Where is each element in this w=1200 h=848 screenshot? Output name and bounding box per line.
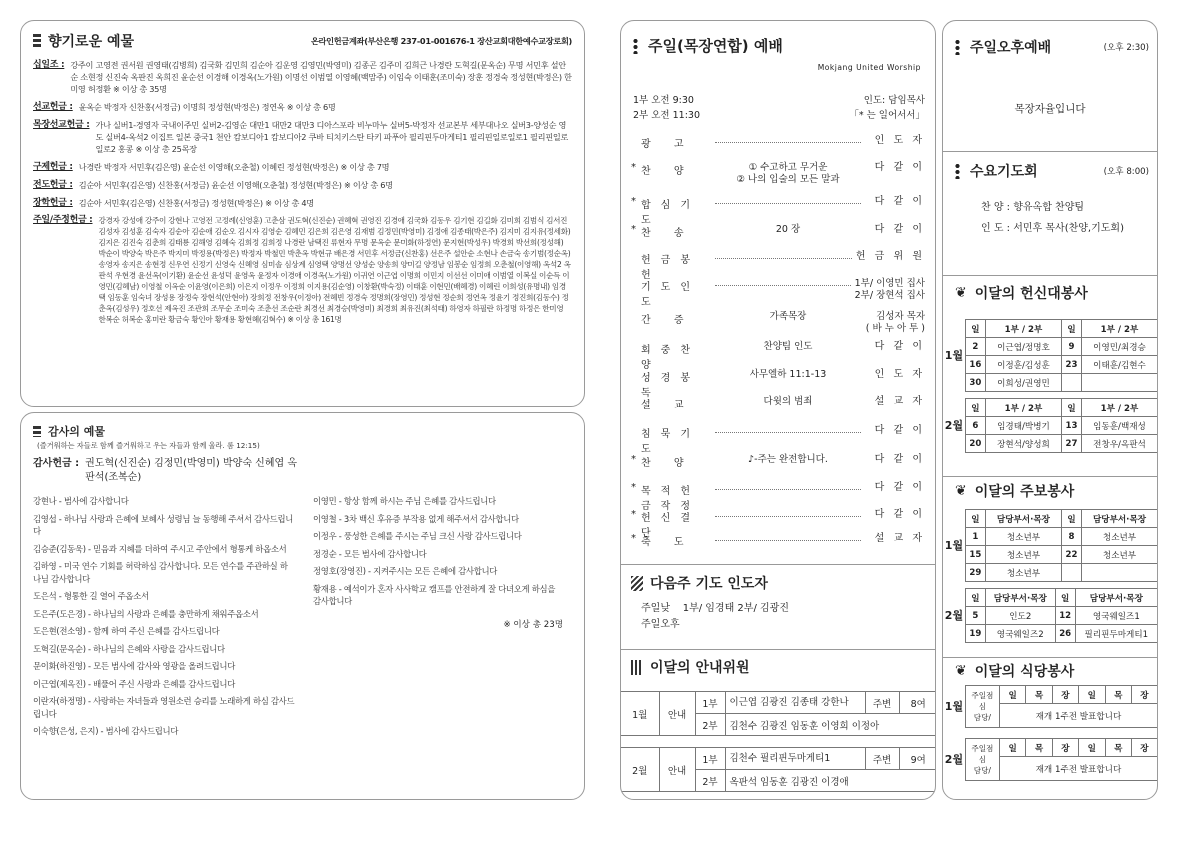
duty-row <box>965 435 1157 453</box>
order-item <box>631 251 925 281</box>
kitchen-month <box>943 685 1157 728</box>
order-item <box>631 454 925 469</box>
order-person: 헌 금 위 원 <box>855 251 925 262</box>
ushers-icon <box>631 660 643 675</box>
duty-cell: 청소년부 <box>1082 546 1157 564</box>
thanks-item: 이숙향(은성, 은지) - 범사에 감사드립니다 <box>33 726 179 736</box>
duty-cell: 인도2 <box>985 607 1055 625</box>
duty-month <box>943 588 1157 643</box>
order-name: 헌금봉헌 <box>641 255 700 281</box>
usher-cell: 1부 <box>695 748 725 770</box>
duty-cell: 이근엽/정명호 <box>985 338 1061 356</box>
order-item <box>631 224 925 239</box>
kitchen-head-cell: 목 <box>1026 686 1052 704</box>
dotted-leader <box>715 278 851 286</box>
duty-row <box>965 356 1157 374</box>
usher-cell: 9여 <box>899 748 936 770</box>
offering-group-label: 구제헌금 : <box>33 162 73 172</box>
duty-cell: 2 <box>965 338 985 356</box>
order-name: 기도인도 <box>641 282 700 308</box>
usher-cell: 2월 <box>621 748 659 792</box>
order-item <box>631 311 925 335</box>
offering-group <box>33 179 572 191</box>
heart-icon: ❦ <box>955 483 967 499</box>
usher-cell: 2부 <box>695 770 725 792</box>
offering-group <box>33 59 572 95</box>
usher-cell: 1부 <box>695 692 725 714</box>
duty-cell: 청소년부 <box>985 546 1061 564</box>
order-star: * <box>631 196 636 207</box>
usher-cell: 1월 <box>621 692 659 736</box>
dotted-leader <box>715 196 861 204</box>
kitchen-table <box>965 738 1157 781</box>
kitchen-head <box>965 686 1157 704</box>
duty-cell: 전창우/옥판석 <box>1082 435 1157 453</box>
duty-cell: 27 <box>1062 435 1082 453</box>
duty-cell: 청소년부 <box>985 564 1061 582</box>
thanks-panel <box>20 412 585 800</box>
offering-group-text: 강주이 고영전 권서원 권영태(김병희) 김국화 김민희 김순아 김운영 김영민(박영미) 김종곤 김주미 김희근 나경란 도혁길(문옥순) 무명 서민후 설안순 소현정 신진숙 옥판진 옥희진 윤순선 이경해 이경옥(노가원) 이명선 이범열 이영혜(백맘주) 이임숙 이태훈(조미숙) 장훈 정경숙 정성현(박정은) 한미영 허정환 ※ 이상 총 35명 <box>70 60 572 94</box>
offering-group-label: 선교헌금 : <box>33 102 73 112</box>
thanks-item: 이영민 - 항상 함께 하시는 주님 은혜를 감사드립니다 <box>313 496 496 506</box>
hatch-icon <box>631 576 643 591</box>
duty-head-cell: 1부 / 2부 <box>1082 320 1157 338</box>
offering-group-label: 십일조 : <box>33 60 65 70</box>
duty-cell: 6 <box>965 417 985 435</box>
order-item <box>631 162 925 186</box>
duty-head-cell: 일 <box>965 320 985 338</box>
duty-cell: 13 <box>1062 417 1082 435</box>
month-label: 1월 <box>944 699 964 713</box>
kitchen-head-cell: 장 <box>1131 686 1157 704</box>
duty-cell: 22 <box>1062 546 1082 564</box>
kitchen-head-cell: 일 <box>999 686 1025 704</box>
order-star: * <box>631 482 636 493</box>
month-label: 2월 <box>944 418 964 432</box>
order-detail: ① 수고하고 무거운 ② 나의 입술의 모든 말과 <box>736 162 840 185</box>
order-person: 다 같 이 <box>874 509 925 520</box>
order-detail: 사무엘하 11:1-13 <box>749 369 827 380</box>
usher-cell: 8여 <box>899 692 936 714</box>
dotted-leader <box>715 482 861 490</box>
usher-cell: 이근엽 김광진 김종태 강한나 <box>725 692 865 714</box>
usher-gap <box>621 736 936 748</box>
offering-group-text: 윤옥순 박정자 신찬홍(서정금) 이명희 정성현(박정은) 정연옥 ※ 이상 총 6명 <box>78 102 336 112</box>
thanks-item: 김영섭 - 하나님 사랑과 은혜에 보혜사 성령님 늘 동행해 주셔서 감사드립니다 <box>33 513 294 536</box>
usher-cell: 안내 <box>659 692 695 736</box>
duty-cell: 이정훈/김성훈 <box>985 356 1061 374</box>
dots-icon <box>953 39 962 55</box>
duty-cell: 이영민/최경승 <box>1082 338 1157 356</box>
afternoon-text: 목장자율입니다 <box>1014 103 1086 115</box>
offering-group-text: 김순아 서민후(김은영) 신찬홍(서정금) 정성현(박정은) ※ 이상 총 4명 <box>78 198 314 208</box>
duty-cell: 장현석/양성희 <box>985 435 1061 453</box>
order-person: 인 도 자 <box>874 369 925 380</box>
month-label: 2월 <box>944 752 964 766</box>
order-person: 다 같 이 <box>874 162 925 173</box>
duty-cell <box>1082 564 1157 582</box>
duty-cell: 영국웨일즈1 <box>1075 607 1157 625</box>
usher-cell: 김천수 필리핀두마게티1 <box>725 748 865 770</box>
duty-head <box>965 589 1157 607</box>
duty-head-cell: 1부 / 2부 <box>985 320 1061 338</box>
dotted-leader <box>715 509 861 517</box>
duty-table <box>965 319 1157 392</box>
order-star: * <box>631 533 636 544</box>
usher-cell: 주변 <box>865 692 899 714</box>
kitchen-head-cell: 장 <box>1052 739 1078 757</box>
duty-cell: 임동훈/백재성 <box>1082 417 1157 435</box>
offering-group-text: 가나 실버1-경영자 국내이주민 실버2-김영순 대만1 대만2 대만3 디아스포라 비누마누 실버5-박정자 선교본부 세부대나오 실버3-양성순 영도 실버4-옥석2 이집트 일본 중국1 천안 캄보디아1 캄보디아2 쿠바 티치키스탄 타키 파푸아 필리핀두마게티1 필리핀일로일로1 필리핀일로일로2 홍콩 ※ 이상 총 25목장 <box>95 120 569 154</box>
kitchen-text: 재개 1주전 발표합니다 <box>999 704 1157 728</box>
dotted-leader <box>715 251 852 259</box>
duty-table <box>965 398 1157 453</box>
order-star: * <box>631 509 636 520</box>
duty-row <box>965 607 1157 625</box>
order-item <box>631 278 925 308</box>
order-person: 다 같 이 <box>874 482 925 493</box>
order-name: 목적헌금작정 <box>641 486 700 512</box>
duty-head-cell: 1부 / 2부 <box>1082 399 1157 417</box>
usher-row <box>621 692 936 714</box>
wednesday-header: 수요기도회 (오후 8:00) <box>953 161 1149 181</box>
duty-cell <box>1062 564 1082 582</box>
duty-head-cell: 일 <box>965 399 985 417</box>
kitchen-head-cell: 장 <box>1052 686 1078 704</box>
duty-month <box>943 398 1157 453</box>
ushers-title: 이달의 안내위원 <box>631 657 750 677</box>
offering-group <box>33 161 572 173</box>
duty-cell: 필리핀두마게티1 <box>1075 625 1157 643</box>
order-detail: 다윗의 범죄 <box>763 396 813 407</box>
duty-cell: 이태훈/김현수 <box>1082 356 1157 374</box>
kitchen-sub: 주일점심 담당/ <box>965 686 999 728</box>
order-item <box>631 396 925 411</box>
usher-cell: 김천수 김광진 임동훈 이영희 이정아 <box>725 714 936 736</box>
duty-head-cell: 담당부서·목장 <box>985 589 1055 607</box>
duty-cell: 청소년부 <box>985 528 1061 546</box>
order-person: 다 같 이 <box>874 454 925 465</box>
order-detail: 찬양팀 인도 <box>763 341 813 352</box>
usher-row <box>621 748 936 770</box>
thanks-item: 김하영 - 미국 연수 기회를 허락하심 감사합니다. 모든 연수를 주관하실 하나님 감사합니다 <box>33 561 288 584</box>
order-name: 성경봉독 <box>641 373 700 399</box>
next-prayer-lines: 주일낮 1부/ 임경태 2부/ 김광진 주일오후 <box>641 603 789 630</box>
thanks-item: 도은현(전소영) - 함께 하여 주신 은혜를 감사드립니다 <box>33 626 220 636</box>
duty-head-cell: 일 <box>1062 320 1082 338</box>
duty-cell <box>1082 374 1157 392</box>
offering-title: 향기로운 예물 <box>33 31 134 51</box>
order-item <box>631 482 925 512</box>
order-detail: 20 장 <box>775 224 801 235</box>
duty-head-cell: 담당부서·목장 <box>985 510 1061 528</box>
kitchen-head-cell: 장 <box>1131 739 1157 757</box>
order-name: 축 도 <box>641 537 694 548</box>
offering-group <box>33 215 572 325</box>
usher-gap-cell <box>621 736 936 748</box>
offering-group-text: 강경자 강성애 강주이 강현나 고영전 고정례(신영훈) 고춘삼 권도혁(신진순) 권혜혁 권영진 김경애 김국화 김동우 김기현 김길화 김미희 김범식 김서진 김성자 김성훈 김숙자 김순아 김순애 김순오 김시자 김영순 김혜민 김은희 김은영 김재범 김정민(박영미) 김정애 김종태(박은주) 김지미 김지유(정세화) 김지은 김진숙 김춘희 김태룡 김해영 김혜숙 김희정 김희정 나경란 남택진 류현자 무명 문옥순 문미화(하정연) 문지현(박성우) 박경희 박선희(정성해) 박순이 박양숙 박은주 박지미 박정용(박정은) 박정자 박철민 박춘옥 박현규 배은경 서민후 서정금(신찬홍) 선은주 설안순 소현나 손금숙 송기범(정순옥) 송영자 송지은 송현정 신우연 신정기 신영숙 신혜영 심미솔 심상계 심영택 양명선 양성순 양송희 양미길 양정남 임봉순 임정희 오춘철(이영해) 옥석2 옥판석 우현경 윤선옥(이기환) 윤순선 윤성덕 윤영옥 윤정자 이경애 이경옥(노가원) 이귀연 이근엽 이명희 이민지 이선선 이미애 이범열 이복실 이순득 이영민(김혜남) 이영철 이옥순 이윤영(이은희) 이은지 이정우 이정희 이지용(김순영) 이창환(박숙정) 이태훈 이현민(배혜경) 이혜린 이희성(유명내) 임경택 임동훈 임숙녀 장성용 장정숙 장현석(안현아) 장희정 전창우(이정아) 전혜빈 정경숙 정명희(장영민) 정성현 정순희 정연옥 정윤기 정진희(김동수) 정춘옥(김성우) 정호선 제옥진 조관희 조무순 조미숙 조춘선 조순란 최경선 최경승(박영미) 최경희 최유진(최석태) 하영자 하필란 하정명 하정은 한미영 한복순 허복순 홍미란 황금숙 황인아 황재용 황현혜(김혁수) ※ 이상 총 161명 <box>98 216 571 324</box>
order-name: 침묵기도 <box>641 429 700 455</box>
thanks-item: 이란자(하정명) - 사랑하는 자녀들과 영원소런 승리를 노래하게 하심 감사드립니다 <box>33 696 295 719</box>
kitchen-head-cell: 일 <box>1079 739 1105 757</box>
duty-cell: 이희성/권영민 <box>985 374 1061 392</box>
offering-group-label: 목장선교헌금 : <box>33 120 90 130</box>
devotion-title: ❦ 이달의 헌신대봉사 <box>955 285 1088 302</box>
offering-account: 온라인헌금계좌(부산은행 237-01-001676-1 장산교회대한예수교장로회) <box>310 35 572 46</box>
usher-cell: 2부 <box>695 714 725 736</box>
duty-head <box>965 399 1157 417</box>
month-label: 1월 <box>944 348 964 362</box>
kitchen-head <box>965 739 1157 757</box>
order-person: 다 같 이 <box>874 341 925 352</box>
bars-icon <box>33 426 41 437</box>
thanks-item: 황재용 - 예석이가 혼자 사사학교 캠프를 안전하게 잘 다녀오게 하심을 감사합니다 <box>313 583 556 606</box>
kitchen-head-cell: 목 <box>1026 739 1052 757</box>
service-subtitle: Mokjang United Worship <box>817 63 921 72</box>
duty-cell: 19 <box>965 625 985 643</box>
thanks-item: 정영호(장영진) - 지켜주시는 모든 은혜에 감사합니다 <box>313 566 498 576</box>
usher-cell: 옥판석 임동훈 김광진 이경애 <box>725 770 936 792</box>
duty-cell: 29 <box>965 564 985 582</box>
dotted-leader <box>715 533 861 541</box>
duty-row <box>965 546 1157 564</box>
order-person: 김성자 목자 ( 바 누 아 투 ) <box>865 311 925 334</box>
order-person: 인 도 자 <box>874 135 925 146</box>
duty-cell: 8 <box>1062 528 1082 546</box>
thanks-item: 김승준(김동욱) - 믿음과 지혜를 더하여 주시고 주안에서 형통케 하옵소서 <box>33 543 287 554</box>
thanks-item: 이근엽(제옥진) - 배풀어 주신 사랑과 은혜를 감사드립니다 <box>33 678 236 689</box>
devotion-tables <box>943 319 1157 453</box>
order-item <box>631 341 925 371</box>
duty-head-cell: 일 <box>965 510 985 528</box>
duty-head-cell: 일 <box>1062 510 1082 528</box>
order-name: 광 고 <box>641 139 694 150</box>
thanks-item: 이정우 - 풍성한 은혜를 주시는 주님 크신 사랑 감사드립니다 <box>313 531 522 541</box>
order-name: 회중찬양 <box>641 345 700 371</box>
duty-cell <box>1062 374 1082 392</box>
next-prayer-title: 다음주 기도 인도자 <box>631 573 768 593</box>
ushers-table <box>621 691 936 792</box>
heart-icon: ❦ <box>955 285 967 301</box>
kitchen-table <box>965 685 1157 728</box>
bars-icon <box>33 34 41 49</box>
thanks-item: 이영철 - 3차 백신 후유증 부작용 없게 해주셔서 감사합니다 <box>313 513 519 524</box>
offering-group-label: 주일/주정헌금 : <box>33 215 93 225</box>
duty-cell: 5 <box>965 607 985 625</box>
order-person: 1부/ 이영민 집사 2부/ 장현석 집사 <box>854 278 925 301</box>
duty-row <box>965 625 1157 643</box>
kitchen-tables <box>943 685 1157 781</box>
duty-row <box>965 528 1157 546</box>
kitchen-title: ❦ 이달의 식당봉사 <box>955 663 1075 680</box>
duty-cell: 임경태/박병기 <box>985 417 1061 435</box>
order-name: 설 교 <box>641 400 694 411</box>
kitchen-head-cell: 목 <box>1105 686 1131 704</box>
duty-head-cell: 일 <box>1055 589 1075 607</box>
afternoon-header: 주일오후예배 (오후 2:30) <box>953 37 1149 57</box>
duty-row <box>965 338 1157 356</box>
duty-table <box>965 588 1157 643</box>
offering-panel <box>20 20 585 407</box>
offering-group <box>33 101 572 113</box>
dots-icon <box>631 38 640 54</box>
order-name: 찬 양 <box>641 166 694 177</box>
offering-group-text: 나경란 박정자 서민후(김은영) 윤순선 이영해(오춘철) 이혜린 정성현(박정은) ※ 이상 총 7명 <box>78 162 390 172</box>
bulletin-title: ❦ 이달의 주보봉사 <box>955 483 1075 500</box>
service-times: 1부 오전 9:30 2부 오전 11:30 <box>633 95 700 121</box>
offering-group-label: 장학헌금 : <box>33 198 73 208</box>
duty-head <box>965 510 1157 528</box>
month-label: 1월 <box>944 538 964 552</box>
order-name: 찬 송 <box>641 228 694 239</box>
order-detail: ♪-주는 완전합니다. <box>748 454 828 465</box>
duty-month <box>943 509 1157 582</box>
duty-head-cell: 담당부서·목장 <box>1075 589 1157 607</box>
duty-month <box>943 319 1157 392</box>
order-person: 설 교 자 <box>874 533 925 544</box>
order-star: * <box>631 224 636 235</box>
duty-cell: 16 <box>965 356 985 374</box>
duty-table <box>965 509 1157 582</box>
order-person: 다 같 이 <box>874 425 925 436</box>
thanks-item: 강현나 - 범사에 감사합니다 <box>33 496 129 506</box>
duty-cell: 26 <box>1055 625 1075 643</box>
order-item <box>631 135 925 150</box>
order-person: 설 교 자 <box>874 396 925 407</box>
order-item <box>631 196 925 226</box>
kitchen-month <box>943 738 1157 781</box>
dots-icon <box>953 163 962 179</box>
offering-group-label: 전도헌금 : <box>33 180 73 190</box>
order-name: 합심기도 <box>641 200 700 226</box>
duty-row <box>965 564 1157 582</box>
right-panel <box>942 20 1158 800</box>
order-person: 다 같 이 <box>874 196 925 207</box>
thanks-item: 정경순 - 모든 범사에 감사합니다 <box>313 548 427 559</box>
offering-groups <box>33 59 572 325</box>
thanks-item: 도혁길(문옥순) - 하나님의 은혜와 사랑을 감사드립니다 <box>33 643 225 654</box>
thanks-item: 도은석 - 형통한 길 열어 주옵소서 <box>33 591 149 601</box>
thanks-right-column <box>313 495 563 743</box>
thanks-left-column <box>33 495 295 743</box>
thanks-total: ※ 이상 총 23명 <box>503 619 563 630</box>
order-name: 간 증 <box>641 315 694 326</box>
order-star: * <box>631 454 636 465</box>
duty-head-cell: 일 <box>1062 399 1082 417</box>
duty-cell: 30 <box>965 374 985 392</box>
dotted-leader <box>715 135 861 143</box>
duty-cell: 23 <box>1062 356 1082 374</box>
kitchen-sub: 주일점심 담당/ <box>965 739 999 781</box>
duty-cell: 1 <box>965 528 985 546</box>
offering-group-text: 김순아 서민후(김은영) 신찬홍(서정금) 윤순선 이영해(오춘철) 정성현(박정은) ※ 이상 총 6명 <box>78 180 393 190</box>
order-detail: 가족목장 <box>769 311 807 322</box>
offering-group <box>33 197 572 209</box>
thanks-item: 문이화(하진영) - 모든 범사에 감사와 영광을 올려드립니다 <box>33 661 236 671</box>
duty-head-cell: 담당부서·목장 <box>1082 510 1157 528</box>
duty-cell: 12 <box>1055 607 1075 625</box>
wednesday-lines: 찬 양 : 향유옥합 찬양팀 인 도 : 서민후 목사(찬양,기도회) <box>981 202 1124 234</box>
order-name: 찬 양 <box>641 458 694 469</box>
thanks-headline: 감사헌금 : 권도혁(신진순) 김정민(박영미) 박양숙 신혜엽 옥판석(조복순) <box>33 458 297 483</box>
duty-head <box>965 320 1157 338</box>
duty-row <box>965 374 1157 392</box>
kitchen-head-cell: 일 <box>999 739 1025 757</box>
duty-cell: 영국웨일즈2 <box>985 625 1055 643</box>
usher-cell: 주변 <box>865 748 899 770</box>
service-title: 주일(목장연합) 예배 <box>631 35 783 56</box>
heart-icon: ❦ <box>955 663 967 679</box>
order-item <box>631 369 925 399</box>
order-star: * <box>631 162 636 173</box>
duty-cell: 청소년부 <box>1082 528 1157 546</box>
order-name: 헌신결단 <box>641 513 700 539</box>
thanks-verse: (즐거워하는 자들로 함께 즐거워하고 우는 자들과 함께 울라. 롬 12:15) <box>37 441 260 450</box>
month-label: 2월 <box>944 608 964 622</box>
kitchen-text: 재개 1주전 발표합니다 <box>999 757 1157 781</box>
kitchen-head-cell: 목 <box>1105 739 1131 757</box>
thanks-item: 도은주(도은경) - 하나님의 사랑과 은혜를 충만하게 채워주옵소서 <box>33 608 259 619</box>
duty-cell: 9 <box>1062 338 1082 356</box>
thanks-title: 감사의 예물 <box>33 423 572 439</box>
duty-cell: 20 <box>965 435 985 453</box>
order-person: 다 같 이 <box>874 224 925 235</box>
duty-head-cell: 일 <box>965 589 985 607</box>
service-panel <box>620 20 936 800</box>
dotted-leader <box>715 425 861 433</box>
order-item <box>631 533 925 548</box>
duty-row <box>965 417 1157 435</box>
usher-cell: 안내 <box>659 748 695 792</box>
order-item <box>631 425 925 455</box>
kitchen-head-cell: 일 <box>1079 686 1105 704</box>
bulletin-tables <box>943 509 1157 643</box>
service-lead: 인도: 담임목사 「* 는 일어서서」 <box>849 95 925 121</box>
offering-group <box>33 119 572 155</box>
duty-head-cell: 1부 / 2부 <box>985 399 1061 417</box>
duty-cell: 15 <box>965 546 985 564</box>
